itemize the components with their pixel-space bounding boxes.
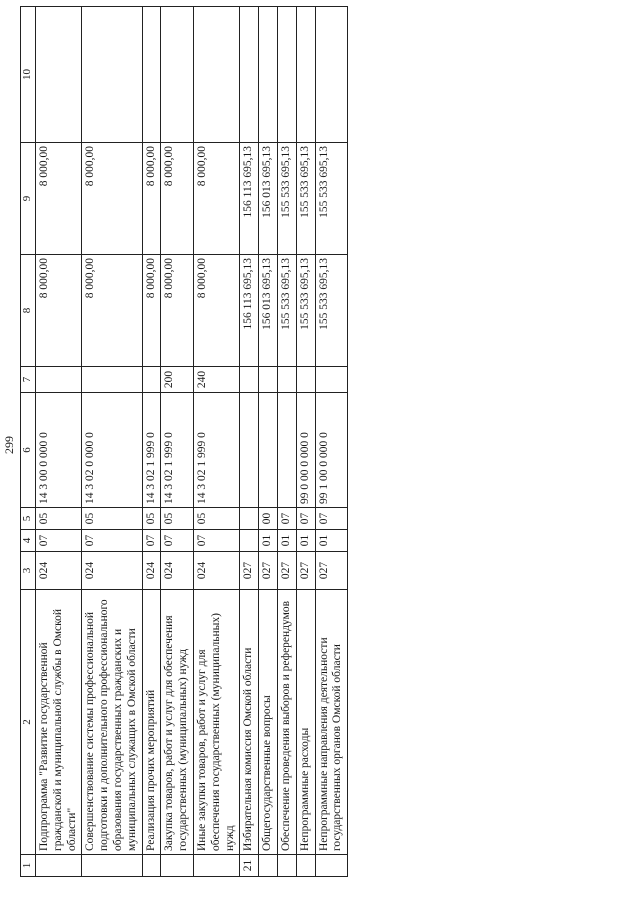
amount-cell: [240, 7, 259, 143]
subsection-code-cell: 07: [277, 508, 296, 530]
subsection-code-cell: 05: [161, 508, 194, 530]
expense-type-cell: [315, 367, 348, 393]
target-article-cell: 99 1 00 0 000 0: [315, 393, 348, 508]
row-number-cell: [82, 855, 142, 877]
page-number: 299: [2, 436, 16, 454]
amount-cell: [36, 7, 82, 143]
expense-type-cell: [296, 367, 315, 393]
amount-cell: 8 000,00: [36, 255, 82, 367]
target-article-cell: 14 3 02 0 000 0: [82, 393, 142, 508]
amount-cell: 155 533 695,13: [277, 255, 296, 367]
target-article-cell: [259, 393, 278, 508]
amount-cell: [277, 7, 296, 143]
amount-cell: 156 013 695,13: [259, 255, 278, 367]
subsection-code-cell: [240, 508, 259, 530]
table-row: [142, 7, 161, 877]
target-article-cell: 14 3 02 1 999 0: [142, 393, 161, 508]
target-article-cell: [240, 393, 259, 508]
amount-cell: 8 000,00: [161, 143, 194, 255]
expenditure-name-cell: Совершенствование системы профессиональной подготовки и дополнительного профессионального образования государственных гражданских и муниципальных служащих в Омской области: [82, 590, 142, 855]
row-number-cell: [315, 855, 348, 877]
amount-cell: 8 000,00: [142, 143, 161, 255]
amount-cell: 156 013 695,13: [259, 143, 278, 255]
amount-cell: 8 000,00: [142, 255, 161, 367]
row-number-cell: [296, 855, 315, 877]
section-code-cell: 01: [315, 530, 348, 552]
section-code-cell: 07: [193, 530, 239, 552]
admin-code-cell: 027: [277, 552, 296, 590]
table-row: [82, 7, 142, 877]
section-code-cell: 07: [82, 530, 142, 552]
row-number-cell: 21: [240, 855, 259, 877]
target-article-cell: 14 3 02 1 999 0: [193, 393, 239, 508]
row-number-cell: [193, 855, 239, 877]
table-row: [240, 7, 259, 877]
table-row: [161, 7, 194, 877]
expenditure-name-cell: Избирательная комиссия Омской области: [240, 590, 259, 855]
target-article-cell: 99 0 00 0 000 0: [296, 393, 315, 508]
table-row: [193, 7, 239, 877]
column-header: 9: [21, 143, 36, 255]
column-header: 6: [21, 393, 36, 508]
section-code-cell: 01: [259, 530, 278, 552]
amount-cell: 155 533 695,13: [296, 143, 315, 255]
expenditure-name-cell: Непрограммные расходы: [296, 590, 315, 855]
amount-cell: 156 113 695,13: [240, 255, 259, 367]
section-code-cell: 01: [277, 530, 296, 552]
amount-cell: 8 000,00: [193, 255, 239, 367]
target-article-cell: 14 3 00 0 000 0: [36, 393, 82, 508]
subsection-code-cell: 00: [259, 508, 278, 530]
admin-code-cell: 024: [82, 552, 142, 590]
table-row: [315, 7, 348, 877]
target-article-cell: [277, 393, 296, 508]
row-number-cell: [259, 855, 278, 877]
admin-code-cell: 024: [161, 552, 194, 590]
column-number-row: [21, 7, 36, 877]
expense-type-cell: [277, 367, 296, 393]
subsection-code-cell: 07: [296, 508, 315, 530]
admin-code-cell: 027: [240, 552, 259, 590]
amount-cell: 155 533 695,13: [277, 143, 296, 255]
amount-cell: 156 113 695,13: [240, 143, 259, 255]
amount-cell: 8 000,00: [82, 143, 142, 255]
expense-type-cell: [259, 367, 278, 393]
table-row: [36, 7, 82, 877]
table-row: [259, 7, 278, 877]
amount-cell: 8 000,00: [82, 255, 142, 367]
subsection-code-cell: 05: [36, 508, 82, 530]
column-header: 10: [21, 7, 36, 143]
table-row: [277, 7, 296, 877]
column-header: 1: [21, 855, 36, 877]
amount-cell: 155 533 695,13: [315, 255, 348, 367]
column-header: 3: [21, 552, 36, 590]
amount-cell: [259, 7, 278, 143]
expenditure-name-cell: Иные закупки товаров, работ и услуг для обеспечения государственных (муниципальных) нужд: [193, 590, 239, 855]
expense-type-cell: [240, 367, 259, 393]
section-code-cell: 07: [161, 530, 194, 552]
expense-type-cell: 240: [193, 367, 239, 393]
amount-cell: 8 000,00: [161, 255, 194, 367]
amount-cell: [161, 7, 194, 143]
admin-code-cell: 027: [259, 552, 278, 590]
budget-table: [20, 6, 348, 877]
admin-code-cell: 027: [315, 552, 348, 590]
amount-cell: [296, 7, 315, 143]
amount-cell: 155 533 695,13: [296, 255, 315, 367]
expense-type-cell: [142, 367, 161, 393]
section-code-cell: 07: [36, 530, 82, 552]
amount-cell: 155 533 695,13: [315, 143, 348, 255]
expenditure-name-cell: Обеспечение проведения выборов и референдумов: [277, 590, 296, 855]
column-header: 4: [21, 530, 36, 552]
expenditure-name-cell: Реализация прочих мероприятий: [142, 590, 161, 855]
target-article-cell: 14 3 02 1 999 0: [161, 393, 194, 508]
expense-type-cell: 200: [161, 367, 194, 393]
section-code-cell: 07: [142, 530, 161, 552]
column-header: 8: [21, 255, 36, 367]
subsection-code-cell: 05: [82, 508, 142, 530]
admin-code-cell: 024: [193, 552, 239, 590]
section-code-cell: [240, 530, 259, 552]
row-number-cell: [161, 855, 194, 877]
column-header: 2: [21, 590, 36, 855]
expenditure-name-cell: Закупка товаров, работ и услуг для обеспечения государственных (муниципальных) нужд: [161, 590, 194, 855]
column-header: 5: [21, 508, 36, 530]
expenditure-name-cell: Общегосударственные вопросы: [259, 590, 278, 855]
amount-cell: [82, 7, 142, 143]
subsection-code-cell: 05: [193, 508, 239, 530]
row-number-cell: [36, 855, 82, 877]
expenditure-name-cell: Непрограммные направления деятельности государственных органов Омской области: [315, 590, 348, 855]
amount-cell: [193, 7, 239, 143]
expense-type-cell: [82, 367, 142, 393]
subsection-code-cell: 07: [315, 508, 348, 530]
admin-code-cell: 024: [142, 552, 161, 590]
column-header: 7: [21, 367, 36, 393]
amount-cell: 8 000,00: [193, 143, 239, 255]
admin-code-cell: 027: [296, 552, 315, 590]
section-code-cell: 01: [296, 530, 315, 552]
row-number-cell: [277, 855, 296, 877]
amount-cell: [142, 7, 161, 143]
amount-cell: 8 000,00: [36, 143, 82, 255]
amount-cell: [315, 7, 348, 143]
expense-type-cell: [36, 367, 82, 393]
subsection-code-cell: 05: [142, 508, 161, 530]
table-row: [296, 7, 315, 877]
row-number-cell: [142, 855, 161, 877]
expenditure-name-cell: Подпрограмма "Развитие государственной гражданской и муниципальной службы в Омской области": [36, 590, 82, 855]
admin-code-cell: 024: [36, 552, 82, 590]
